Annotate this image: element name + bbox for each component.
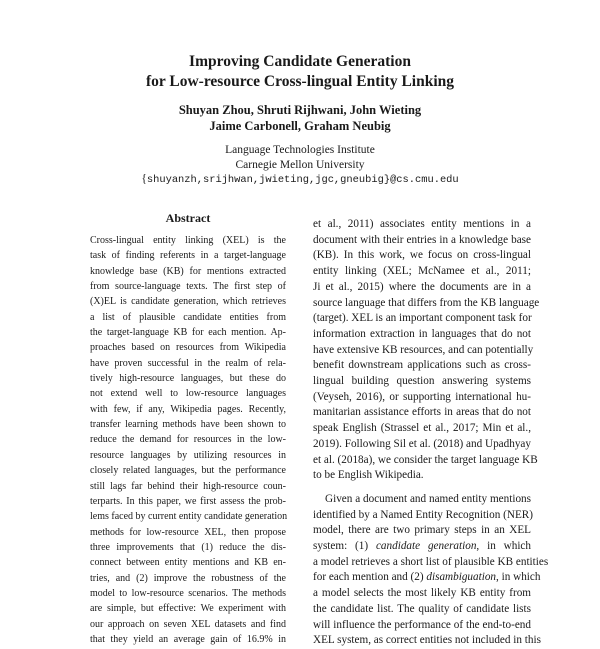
text-line bbox=[313, 539, 531, 555]
text-line: Cross-lingual entity linking (XEL) is the bbox=[90, 235, 286, 246]
text-line: benefit downstream applications such as cross- bbox=[313, 359, 531, 372]
text-line: not extend well to low-resource languages bbox=[90, 388, 286, 400]
text-line: connect between entity mentions and KB en- bbox=[90, 557, 286, 569]
email-open-brace: { bbox=[141, 173, 147, 185]
text-line: lems faced by current entity candidate generation bbox=[90, 511, 288, 523]
text-line: proaches based on resources from Wikipedia bbox=[90, 342, 286, 354]
text-line: have proven successful in the realm of rela- bbox=[90, 357, 286, 369]
text-line: speak English (Strassel et al., 2017; Min et al., bbox=[313, 422, 531, 435]
right-column-body bbox=[313, 217, 549, 649]
email-domain: }@cs.cmu.edu bbox=[383, 174, 459, 186]
text-line: transfer learning methods have been shown to bbox=[90, 419, 286, 431]
text-line: information extraction in languages that do not bbox=[313, 327, 531, 340]
text-line: that they yield an average gain of 16.9% in bbox=[90, 633, 286, 645]
text-line: entity linking (XEL; McNamee et al., 2011; bbox=[313, 265, 531, 278]
text-line: document with their entries in a knowledge base bbox=[313, 233, 531, 246]
intro-paragraph-2 bbox=[313, 492, 549, 649]
text-line: a list of plausible candidate entities from bbox=[90, 311, 286, 323]
title-line: Improving Candidate Generation bbox=[189, 53, 411, 70]
text-line: knowledge base (KB) for mentions extracted bbox=[90, 265, 286, 277]
text-line: a model selects the most likely KB entity from bbox=[313, 587, 531, 600]
author-list bbox=[0, 102, 600, 134]
text-line: (Veyseh, 2016), or supporting international hu- bbox=[313, 390, 531, 403]
text-fragment: system: (1) bbox=[313, 540, 376, 553]
text-line bbox=[313, 570, 541, 586]
abstract-heading: Abstract bbox=[165, 211, 211, 225]
text-line: resource languages by utilizing resources in bbox=[90, 449, 286, 461]
text-line: source language that differs from the KB language bbox=[313, 296, 540, 309]
text-fragment: , in which bbox=[496, 571, 541, 584]
text-line: have extensive KB resources, and can potentially bbox=[313, 343, 534, 356]
text-line: 2019). Following Sil et al. (2018) and Upadhyay bbox=[313, 437, 531, 450]
text-line: with few, if any, Wikipedia pages. Recently, bbox=[90, 403, 286, 415]
text-line: closely related languages, but the performance bbox=[90, 465, 286, 477]
text-line: methods for low-resource XEL, then propose bbox=[90, 526, 286, 538]
text-line: manitarian assistance efforts in areas that do not bbox=[313, 406, 531, 419]
text-line: model to low-resource scenarios. The methods bbox=[90, 587, 286, 599]
text-line: Ji et al., 2015) where the documents are in a bbox=[313, 280, 531, 293]
paper-title bbox=[0, 52, 600, 92]
text-line: a model retrieves a short list of plausible KB entities bbox=[313, 555, 549, 568]
intro-paragraph-1 bbox=[313, 217, 540, 484]
author-line: Shuyan Zhou, Shruti Rijhwani, John Wieting bbox=[178, 103, 422, 117]
text-line: (target). XEL is an important component task for bbox=[313, 312, 532, 325]
text-line: lingual building question answering systems bbox=[313, 375, 531, 388]
text-line: the candidate list. The quality of candidate lists bbox=[313, 602, 531, 615]
text-line: tively high-resource languages, but these do bbox=[90, 373, 286, 385]
text-line: to be English Wikipedia. bbox=[313, 469, 424, 482]
author-line: Jaime Carbonell, Graham Neubig bbox=[209, 119, 391, 133]
text-line: reduce the demand for resources in the low- bbox=[90, 434, 286, 446]
email-usernames: shuyanzh,srijhwan,jwieting,jgc,gneubig bbox=[146, 174, 384, 186]
text-line: terparts. In this paper, we first assess the prob- bbox=[90, 495, 286, 507]
affiliation-line: Language Technologies Institute bbox=[225, 144, 375, 156]
text-line: identified by a Named Entity Recognition (NER) bbox=[313, 508, 533, 521]
term-candidate-generation: candidate generation bbox=[375, 540, 477, 553]
text-line: three improvements that (1) reduce the dis- bbox=[90, 541, 286, 553]
abstract-body bbox=[90, 233, 286, 647]
text-line: et al. (2018a), we consider the target language KB bbox=[313, 453, 538, 466]
text-line: still lags far behind their high-resource coun- bbox=[90, 480, 286, 492]
text-line: from source-language texts. The first step of bbox=[90, 281, 286, 293]
text-line: et al., 2011) associates entity mentions in a bbox=[313, 218, 531, 230]
email-addresses bbox=[0, 172, 600, 188]
text-line: will influence the performance of the end-to-end bbox=[313, 618, 531, 631]
text-line: Given a document and named entity mentions bbox=[325, 492, 531, 505]
text-line: the target-language KB for each mention. Ap- bbox=[90, 327, 286, 339]
text-line: XEL system, as correct entities not included in this bbox=[313, 634, 541, 647]
text-fragment: for each mention and (2) bbox=[313, 571, 427, 584]
text-fragment: , in which bbox=[476, 540, 531, 553]
affiliation-line: Carnegie Mellon University bbox=[235, 158, 365, 171]
text-line: (KB). In this work, we focus on cross-lingual bbox=[313, 249, 531, 262]
title-line: for Low-resource Cross-lingual Entity Linking bbox=[145, 73, 455, 90]
term-disambiguation: disambiguation bbox=[426, 571, 497, 584]
text-line: tries, and (2) improve the robustness of the bbox=[90, 572, 286, 584]
text-line: our approach on seven XEL datasets and find bbox=[90, 618, 286, 630]
text-line: task of finding referents in a target-language bbox=[90, 250, 286, 262]
text-line: are simple, but effective: We experiment with bbox=[90, 603, 286, 615]
text-line: model, there are two primary steps in an XEL bbox=[313, 524, 531, 537]
text-line: (X)EL is candidate generation, which retrieves bbox=[90, 296, 286, 308]
affiliation bbox=[0, 143, 600, 188]
